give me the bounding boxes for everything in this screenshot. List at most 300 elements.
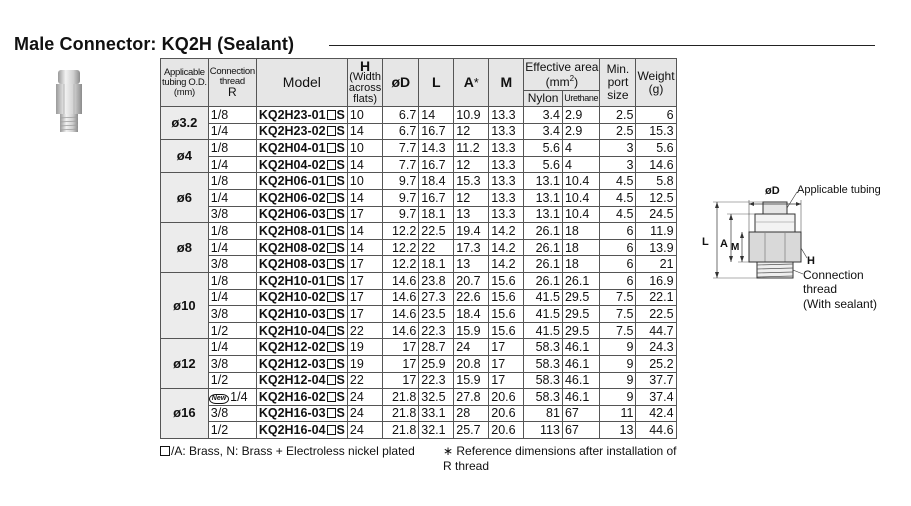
port-cell: 4.5: [600, 173, 636, 190]
h-cell: 19: [347, 339, 382, 356]
port-cell: 9: [600, 355, 636, 372]
m-cell: 13.3: [489, 123, 524, 140]
h-cell: 14: [347, 189, 382, 206]
h-cell: 19: [347, 355, 382, 372]
l-cell: 25.9: [419, 355, 454, 372]
d-cell: 14.6: [383, 306, 419, 323]
port-cell: 9: [600, 339, 636, 356]
d-cell: 21.8: [383, 405, 419, 422]
header-d: øD: [383, 59, 419, 107]
placeholder-box-icon: [327, 193, 336, 203]
model-code: KQ2H23-02: [258, 124, 326, 139]
h-cell: 17: [347, 306, 382, 323]
model-code: KQ2H12-03: [258, 356, 326, 371]
d-cell: 21.8: [383, 389, 419, 406]
h-cell: 14: [347, 123, 382, 140]
a-cell: 11.2: [454, 140, 489, 157]
port-cell: 6: [600, 256, 636, 273]
model-suffix: S: [336, 306, 345, 321]
placeholder-box-icon: [327, 425, 336, 435]
model-suffix: S: [336, 140, 345, 155]
l-cell: 23.8: [419, 272, 454, 289]
m-cell: 17: [489, 339, 524, 356]
m-cell: 15.6: [489, 306, 524, 323]
header-weight: Weight (g): [636, 59, 676, 107]
d-cell: 6.7: [383, 123, 419, 140]
thread-cell: 1/4: [208, 339, 256, 356]
urethane-cell: 10.4: [562, 173, 599, 190]
a-cell: 25.7: [454, 422, 489, 439]
thread-cell: 1/4: [208, 189, 256, 206]
model-code: KQ2H08-01: [258, 223, 326, 238]
table-row: [161, 389, 677, 406]
model-suffix: S: [336, 240, 345, 255]
d-cell: 12.2: [383, 256, 419, 273]
d-cell: 9.7: [383, 173, 419, 190]
thread-cell: [208, 389, 256, 406]
weight-cell: 5.6: [636, 140, 676, 157]
header-h: H (Width across flats): [348, 58, 382, 105]
weight-cell: 22.5: [636, 306, 676, 323]
placeholder-box-icon: [327, 359, 336, 369]
table-row: [161, 339, 677, 356]
header-tubing: Applicable tubing O.D. (mm): [161, 59, 209, 107]
urethane-cell: 29.5: [562, 289, 599, 306]
placeholder-box-icon: [327, 176, 336, 186]
nylon-cell: 41.5: [524, 289, 563, 306]
urethane-cell: 67: [562, 405, 599, 422]
port-cell: 4.5: [600, 189, 636, 206]
nylon-cell: 26.1: [524, 239, 563, 256]
model-cell: [256, 389, 347, 406]
model-code: KQ2H04-02: [258, 157, 326, 172]
d-cell: 9.7: [383, 206, 419, 223]
model-code: KQ2H12-04: [258, 373, 326, 388]
h-cell: 22: [347, 322, 382, 339]
table-row: [161, 156, 677, 173]
d-cell: 17: [383, 355, 419, 372]
model-cell: [256, 405, 347, 422]
header-min-port: Min. port size: [600, 59, 636, 107]
thread-cell: 1/8: [208, 272, 256, 289]
thread-cell: 3/8: [208, 405, 256, 422]
weight-cell: 11.9: [636, 223, 676, 240]
model-cell: [256, 256, 347, 273]
d-cell: 12.2: [383, 223, 419, 240]
table-row: [161, 189, 677, 206]
diagram-h-label: H: [807, 255, 815, 267]
urethane-cell: 46.1: [562, 355, 599, 372]
diagram-tubing-label: Applicable tubing: [797, 184, 881, 196]
placeholder-box-icon: [327, 209, 336, 219]
model-suffix: S: [336, 124, 345, 139]
thread-cell: 1/8: [208, 223, 256, 240]
nylon-cell: 58.3: [524, 339, 563, 356]
model-suffix: S: [336, 207, 345, 222]
m-cell: 13.3: [489, 173, 524, 190]
thread-cell: 1/2: [208, 322, 256, 339]
weight-cell: 44.6: [636, 422, 676, 439]
model-code: KQ2H04-01: [258, 140, 326, 155]
urethane-cell: 67: [562, 422, 599, 439]
table-row: [161, 422, 677, 439]
model-suffix: S: [336, 389, 345, 404]
placeholder-box-icon: [327, 143, 336, 153]
thread-cell: 3/8: [208, 355, 256, 372]
nylon-cell: 41.5: [524, 306, 563, 323]
port-cell: 9: [600, 372, 636, 389]
table-row: [161, 256, 677, 273]
port-cell: 6: [600, 223, 636, 240]
model-cell: [256, 156, 347, 173]
a-cell: 24: [454, 339, 489, 356]
d-cell: 17: [383, 372, 419, 389]
model-cell: [256, 322, 347, 339]
urethane-cell: 29.5: [562, 306, 599, 323]
a-cell: 22.6: [454, 289, 489, 306]
m-cell: 20.6: [489, 422, 524, 439]
port-cell: 2.5: [600, 123, 636, 140]
new-badge: New: [209, 394, 229, 404]
model-code: KQ2H06-01: [258, 174, 326, 189]
a-cell: 15.9: [454, 372, 489, 389]
port-cell: 3: [600, 156, 636, 173]
table-row: [161, 223, 677, 240]
placeholder-box-icon: [327, 375, 336, 385]
diagram-thread-label-1: Connection: [803, 268, 864, 282]
model-code: KQ2H10-01: [258, 273, 326, 288]
m-cell: 13.3: [489, 206, 524, 223]
h-cell: 14: [347, 223, 382, 240]
h-cell: 22: [347, 372, 382, 389]
h-cell: 10: [347, 107, 382, 124]
table-row: [161, 322, 677, 339]
header-model: Model: [256, 59, 347, 107]
m-cell: 17: [489, 355, 524, 372]
table-row: [161, 405, 677, 422]
d-cell: 14.6: [383, 289, 419, 306]
reference-note: ∗ Reference dimensions after installation of R thread: [443, 444, 677, 473]
model-suffix: S: [336, 157, 345, 172]
a-cell: 17.3: [454, 239, 489, 256]
l-cell: 18.1: [419, 256, 454, 273]
m-cell: 17: [489, 372, 524, 389]
nylon-cell: 58.3: [524, 389, 563, 406]
d-cell: 21.8: [383, 422, 419, 439]
model-suffix: S: [336, 190, 345, 205]
table-row: [161, 123, 677, 140]
tubing-od-cell: ø16: [161, 389, 209, 439]
port-cell: 7.5: [600, 322, 636, 339]
urethane-cell: 29.5: [562, 322, 599, 339]
model-code: KQ2H16-04: [258, 423, 326, 438]
header-effective-area: Effective area $(mm^2)$: [524, 59, 600, 91]
h-cell: 17: [347, 256, 382, 273]
model-cell: [256, 306, 347, 323]
weight-cell: 16.9: [636, 272, 676, 289]
placeholder-box-icon: [160, 446, 170, 456]
urethane-cell: 2.9: [562, 107, 599, 124]
m-cell: 13.3: [489, 156, 524, 173]
table-row: [161, 272, 677, 289]
m-cell: 15.6: [489, 289, 524, 306]
weight-cell: 22.1: [636, 289, 676, 306]
placeholder-box-icon: [327, 392, 336, 402]
weight-cell: 14.6: [636, 156, 676, 173]
model-cell: [256, 272, 347, 289]
d-cell: 7.7: [383, 140, 419, 157]
l-cell: 16.7: [419, 156, 454, 173]
h-cell: 14: [347, 239, 382, 256]
l-cell: 22.3: [419, 372, 454, 389]
thread-cell: 1/8: [208, 107, 256, 124]
header-thread: Connection thread R: [208, 59, 256, 107]
port-cell: 7.5: [600, 306, 636, 323]
model-cell: [256, 173, 347, 190]
tubing-od-cell: ø12: [161, 339, 209, 389]
thread-cell: 1/4: [208, 289, 256, 306]
thread-cell: 1/8: [208, 140, 256, 157]
urethane-cell: 18: [562, 223, 599, 240]
weight-cell: 44.7: [636, 322, 676, 339]
model-suffix: S: [336, 257, 345, 272]
tubing-od-cell: ø8: [161, 223, 209, 273]
port-cell: 3: [600, 140, 636, 157]
m-cell: 14.2: [489, 256, 524, 273]
model-suffix: S: [336, 423, 345, 438]
d-cell: 6.7: [383, 107, 419, 124]
urethane-cell: 18: [562, 256, 599, 273]
port-cell: 6: [600, 239, 636, 256]
spec-table: [160, 58, 677, 439]
diagram-thread-label-3: (With sealant): [803, 297, 878, 311]
model-code: KQ2H10-02: [258, 290, 326, 305]
a-cell: 12: [454, 123, 489, 140]
model-code: KQ2H23-01: [258, 107, 326, 122]
m-cell: 15.6: [489, 322, 524, 339]
l-cell: 18.4: [419, 173, 454, 190]
urethane-cell: 10.4: [562, 189, 599, 206]
tubing-od-cell: ø3.2: [161, 107, 209, 140]
thread-cell: 1/4: [208, 156, 256, 173]
nylon-cell: 113: [524, 422, 563, 439]
port-cell: 7.5: [600, 289, 636, 306]
h-cell: 10: [347, 140, 382, 157]
h-cell: 17: [347, 206, 382, 223]
diagram-m-label: M: [731, 242, 740, 253]
urethane-cell: 4: [562, 140, 599, 157]
a-cell: 28: [454, 405, 489, 422]
a-cell: 13: [454, 206, 489, 223]
weight-cell: 13.9: [636, 239, 676, 256]
l-cell: 28.7: [419, 339, 454, 356]
nylon-cell: 26.1: [524, 223, 563, 240]
model-cell: [256, 372, 347, 389]
placeholder-box-icon: [327, 292, 336, 302]
model-suffix: S: [336, 373, 345, 388]
l-cell: 32.1: [419, 422, 454, 439]
diagram-a-label: A: [720, 238, 728, 250]
model-code: KQ2H08-02: [258, 240, 326, 255]
model-code: KQ2H16-03: [258, 406, 326, 421]
a-cell: 20.7: [454, 272, 489, 289]
model-code: KQ2H10-03: [258, 306, 326, 321]
urethane-cell: 26.1: [562, 272, 599, 289]
port-cell: 11: [600, 405, 636, 422]
table-row: [161, 289, 677, 306]
weight-cell: 5.8: [636, 173, 676, 190]
nylon-cell: 41.5: [524, 322, 563, 339]
model-cell: [256, 422, 347, 439]
table-row: [161, 355, 677, 372]
l-cell: 16.7: [419, 123, 454, 140]
a-cell: 13: [454, 256, 489, 273]
placeholder-box-icon: [327, 226, 336, 236]
d-cell: 17: [383, 339, 419, 356]
model-cell: [256, 189, 347, 206]
l-cell: 22.5: [419, 223, 454, 240]
nylon-cell: 58.3: [524, 372, 563, 389]
placeholder-box-icon: [327, 259, 336, 269]
materials-note: /A: Brass, N: Brass + Electroless nickel plated: [160, 444, 415, 458]
port-cell: 13: [600, 422, 636, 439]
urethane-cell: 46.1: [562, 389, 599, 406]
model-suffix: S: [336, 174, 345, 189]
h-cell: 24: [347, 422, 382, 439]
nylon-cell: 5.6: [524, 140, 563, 157]
port-cell: 6: [600, 272, 636, 289]
thread-cell: 1/2: [208, 422, 256, 439]
port-cell: 9: [600, 389, 636, 406]
placeholder-box-icon: [327, 160, 336, 170]
weight-cell: 24.5: [636, 206, 676, 223]
weight-cell: 37.4: [636, 389, 676, 406]
header-a: A*: [454, 59, 489, 107]
m-cell: 15.6: [489, 272, 524, 289]
l-cell: 14.3: [419, 140, 454, 157]
model-suffix: S: [336, 223, 345, 238]
placeholder-box-icon: [327, 243, 336, 253]
placeholder-box-icon: [327, 309, 336, 319]
model-suffix: S: [336, 406, 345, 421]
d-cell: 12.2: [383, 239, 419, 256]
model-cell: [256, 239, 347, 256]
urethane-cell: 10.4: [562, 206, 599, 223]
a-cell: 12: [454, 189, 489, 206]
thread-cell: 3/8: [208, 306, 256, 323]
h-cell: 10: [347, 173, 382, 190]
nylon-cell: 81: [524, 405, 563, 422]
thread-cell: 3/8: [208, 206, 256, 223]
weight-cell: 12.5: [636, 189, 676, 206]
a-cell: 27.8: [454, 389, 489, 406]
l-cell: 27.3: [419, 289, 454, 306]
model-code: KQ2H08-03: [258, 257, 326, 272]
model-cell: [256, 107, 347, 124]
table-row: [161, 173, 677, 190]
model-cell: [256, 123, 347, 140]
l-cell: 23.5: [419, 306, 454, 323]
thread-cell: 1/4: [208, 123, 256, 140]
nylon-cell: 3.4: [524, 123, 563, 140]
l-cell: 16.7: [419, 189, 454, 206]
placeholder-box-icon: [327, 342, 336, 352]
tubing-od-cell: ø10: [161, 272, 209, 338]
model-cell: [256, 140, 347, 157]
urethane-cell: 46.1: [562, 339, 599, 356]
nylon-cell: 13.1: [524, 206, 563, 223]
model-code: KQ2H16-02: [258, 389, 326, 404]
nylon-cell: 5.6: [524, 156, 563, 173]
a-cell: 20.8: [454, 355, 489, 372]
spec-table-body: [161, 107, 677, 439]
l-cell: 22.3: [419, 322, 454, 339]
nylon-cell: 13.1: [524, 173, 563, 190]
product-image: [52, 68, 86, 138]
placeholder-box-icon: [327, 326, 336, 336]
m-cell: 14.2: [489, 223, 524, 240]
a-cell: 15.3: [454, 173, 489, 190]
table-row: [161, 107, 677, 124]
thread-cell: 1/8: [208, 173, 256, 190]
m-cell: 13.3: [489, 140, 524, 157]
a-cell: 15.9: [454, 322, 489, 339]
m-cell: 13.3: [489, 189, 524, 206]
placeholder-box-icon: [327, 276, 336, 286]
model-code: KQ2H06-03: [258, 207, 326, 222]
weight-cell: 25.2: [636, 355, 676, 372]
header-nylon: Nylon: [524, 91, 563, 107]
d-cell: 9.7: [383, 189, 419, 206]
d-cell: 14.6: [383, 322, 419, 339]
diagram-thread-label-2: thread: [803, 282, 838, 296]
thread-value: 1/4: [230, 389, 248, 404]
table-row: [161, 206, 677, 223]
nylon-cell: 3.4: [524, 107, 563, 124]
a-cell: 18.4: [454, 306, 489, 323]
model-code: KQ2H06-02: [258, 190, 326, 205]
placeholder-box-icon: [327, 408, 336, 418]
model-suffix: S: [336, 340, 345, 355]
model-suffix: S: [336, 273, 345, 288]
a-cell: 19.4: [454, 223, 489, 240]
weight-cell: 21: [636, 256, 676, 273]
m-cell: 13.3: [489, 107, 524, 124]
placeholder-box-icon: [327, 110, 336, 120]
nylon-cell: 26.1: [524, 272, 563, 289]
urethane-cell: 18: [562, 239, 599, 256]
weight-cell: 6: [636, 107, 676, 124]
model-suffix: S: [336, 356, 345, 371]
nylon-cell: 58.3: [524, 355, 563, 372]
header-m: M: [489, 59, 524, 107]
thread-cell: 3/8: [208, 256, 256, 273]
h-cell: 24: [347, 405, 382, 422]
thread-cell: 1/2: [208, 372, 256, 389]
a-cell: 12: [454, 156, 489, 173]
model-code: KQ2H12-02: [258, 340, 326, 355]
model-suffix: S: [336, 107, 345, 122]
model-cell: [256, 223, 347, 240]
model-cell: [256, 355, 347, 372]
model-cell: [256, 289, 347, 306]
diagram-l-label: L: [702, 236, 709, 248]
l-cell: 33.1: [419, 405, 454, 422]
model-cell: [256, 206, 347, 223]
d-cell: 14.6: [383, 272, 419, 289]
diagram-d-label: øD: [765, 185, 780, 197]
m-cell: 14.2: [489, 239, 524, 256]
